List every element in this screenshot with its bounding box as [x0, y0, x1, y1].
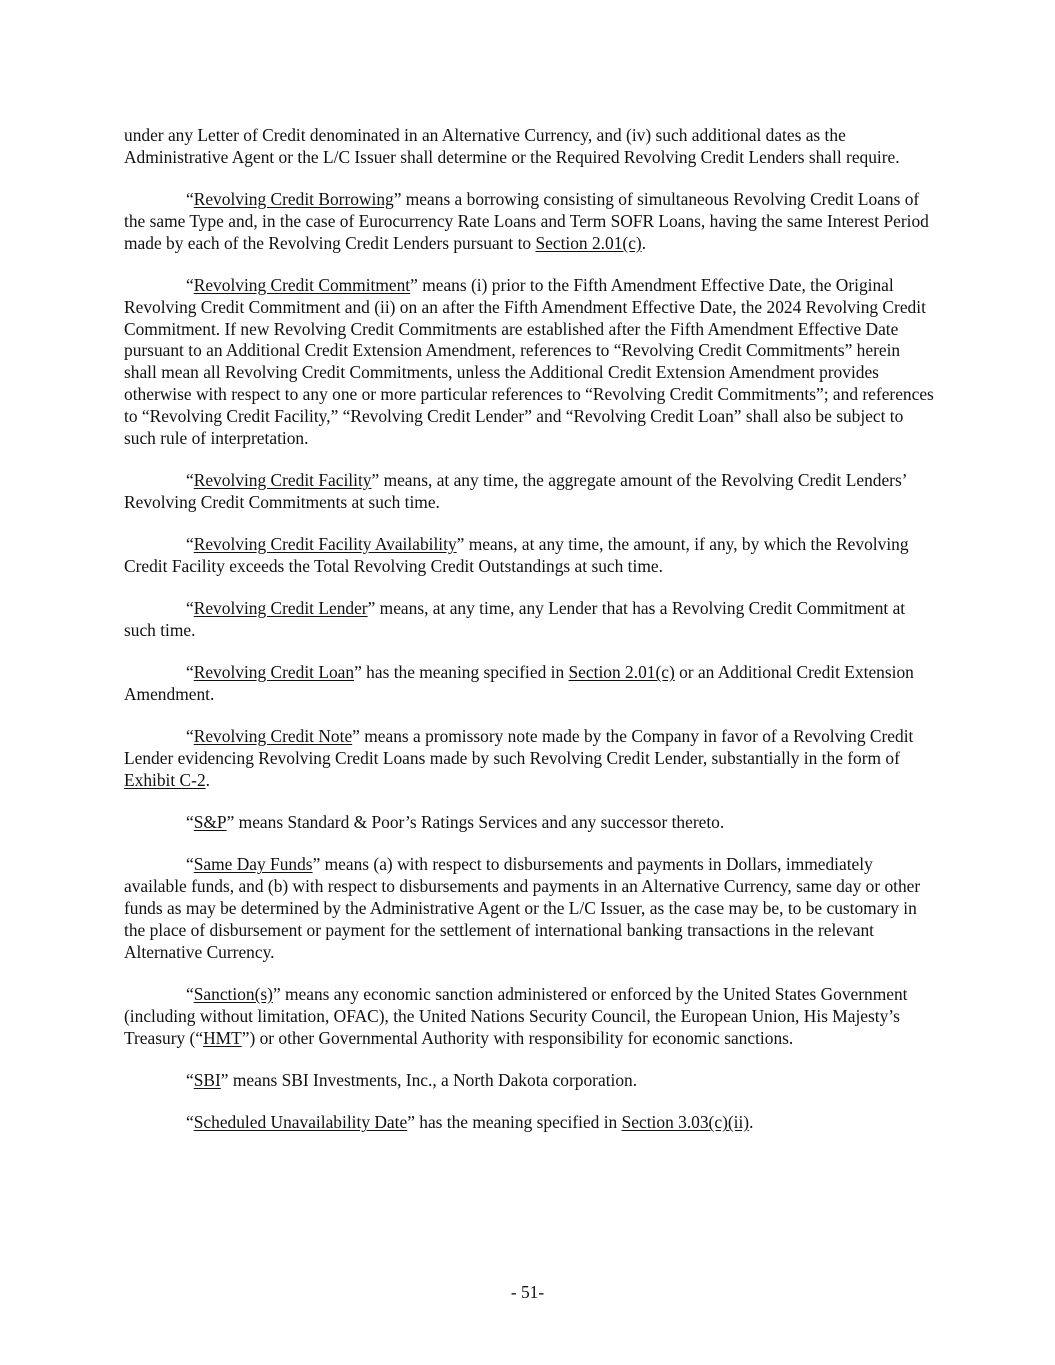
defined-term: Sanction(s) — [193, 983, 273, 1004]
defined-term: HMT — [203, 1027, 242, 1048]
paragraph-text: . — [749, 1112, 754, 1133]
paragraph-text: ” means, at any time, the amount, if any, by which the Revolving Credit Facility exceeds the Total Revolving Credit Outstandings at such time. — [124, 533, 909, 576]
paragraph-text: ” means a promissory note made by the Company in favor of a Revolving Credit Lender evidencing Revolving Credit Loans made by such Revolving Credit Lender, substantially in the form of — [124, 726, 914, 769]
paragraph-text: “ — [186, 983, 194, 1004]
definition-paragraph — [124, 598, 936, 642]
defined-term: Section 2.01(c) — [535, 232, 642, 253]
paragraph-text: ” means a borrowing consisting of simultaneous Revolving Credit Loans of the same Type and, in the case of Eurocurrency Rate Loans and Term SOFR Loans, having the same Interest Period made by each of the Revolving Credit Lenders pursuant to — [124, 189, 929, 253]
paragraph-text: ” means any economic sanction administered or enforced by the United States Government (including without limitation, OFAC), the United Nations Security Council, the European Union, His Majesty’s Treasury (“ — [124, 983, 908, 1048]
paragraph-text: ” means, at any time, the aggregate amount of the Revolving Credit Lenders’ Revolving Credit Commitments at such time. — [124, 469, 907, 512]
defined-term: Revolving Credit Commitment — [193, 274, 411, 295]
paragraph-text: “ — [186, 854, 194, 875]
definition-paragraph — [124, 662, 936, 706]
paragraph-text: ” means SBI Investments, Inc., a North Dakota corporation. — [220, 1069, 638, 1090]
defined-term: Revolving Credit Loan — [193, 662, 355, 683]
defined-term: Scheduled Unavailability Date — [193, 1112, 408, 1133]
definition-paragraph — [124, 275, 936, 449]
definition-paragraph — [124, 1112, 936, 1134]
paragraph-text: “ — [186, 1069, 194, 1090]
defined-term: Revolving Credit Note — [193, 726, 353, 747]
paragraph-text: ” means (i) prior to the Fifth Amendment Effective Date, the Original Revolving Credit Commitment and (ii) on an after the Fifth Amendment Effective Date, the 2024 Revolving Credit Commitment. If new Revolving Credit Commitments are established after the Fifth Amendment Effective Date pursuant to an Additional Credit Extension Amendment, references to “Revolving Credit Commitments” herein shall mean all Revolving Credit Commitments, unless the Additional Credit Extension Amendment provides otherwise with respect to any one or more particular references to “Revolving Credit Commitments”; and references to “Revolving Credit Facility,” “Revolving Credit Lender” and “Revolving Credit Loan” shall also be subject to such rule of interpretation. — [124, 274, 934, 448]
definition-paragraph — [124, 189, 936, 254]
paragraph-text: under any Letter of Credit denominated in an Alternative Currency, and (iv) such additional dates as the Administrative Agent or the L/C Issuer shall determine or the Required Revolving Credit Lenders shall require. — [124, 125, 900, 167]
defined-term: Section 3.03(c)(ii) — [621, 1112, 750, 1133]
defined-term: S&P — [193, 812, 227, 833]
paragraph-text: ” has the meaning specified in — [354, 662, 569, 683]
definition-paragraph — [124, 470, 936, 514]
defined-term: SBI — [193, 1069, 221, 1090]
definition-paragraph — [124, 984, 936, 1049]
paragraph-text: ” means (a) with respect to disbursements and payments in Dollars, immediately available funds, and (b) with respect to disbursements and payments in an Alternative Currency, same day or other funds as may be determined by the Administrative Agent or the L/C Issuer, as the case may be, to be customary in the place of disbursement or payment for the settlement of international banking transactions in the relevant Alternative Currency. — [124, 854, 921, 962]
defined-term: Revolving Credit Lender — [193, 598, 368, 619]
definition-paragraph — [124, 812, 936, 834]
definition-paragraph — [124, 854, 936, 963]
paragraph-text: “ — [186, 533, 194, 554]
paragraph-text: ” means, at any time, any Lender that has a Revolving Credit Commitment at such time. — [124, 598, 906, 640]
paragraph-text: “ — [186, 598, 194, 619]
page-number: - 51- — [510, 1282, 545, 1302]
document-body — [124, 125, 936, 1154]
defined-term: Revolving Credit Borrowing — [193, 189, 394, 210]
paragraph-text: . — [641, 232, 647, 253]
defined-term: Same Day Funds — [193, 854, 313, 875]
paragraph-text: or an Additional Credit Extension Amendment. — [124, 662, 914, 704]
defined-term: Exhibit C-2 — [124, 769, 206, 790]
defined-term: Section 2.01(c) — [568, 662, 675, 683]
paragraph-text: . — [205, 769, 210, 790]
paragraph-text: “ — [186, 812, 194, 833]
definition-paragraph — [124, 1070, 936, 1092]
paragraph-text: ” has the meaning specified in — [407, 1112, 622, 1133]
defined-term: Revolving Credit Facility — [193, 469, 372, 490]
paragraph-text: “ — [186, 1112, 194, 1133]
paragraph-text: “ — [186, 469, 194, 490]
definition-paragraph — [124, 534, 936, 578]
paragraph-text: ”) or other Governmental Authority with responsibility for economic sanctions. — [241, 1027, 794, 1048]
definition-paragraph — [124, 726, 936, 791]
defined-term: Revolving Credit Facility Availability — [193, 533, 457, 554]
paragraph-text: “ — [186, 726, 194, 747]
paragraph-text: “ — [186, 274, 194, 295]
paragraph-text: “ — [186, 662, 194, 683]
paragraph-text: “ — [186, 189, 194, 210]
definition-paragraph — [124, 125, 936, 169]
paragraph-text: ” means Standard & Poor’s Ratings Services and any successor thereto. — [226, 812, 725, 833]
